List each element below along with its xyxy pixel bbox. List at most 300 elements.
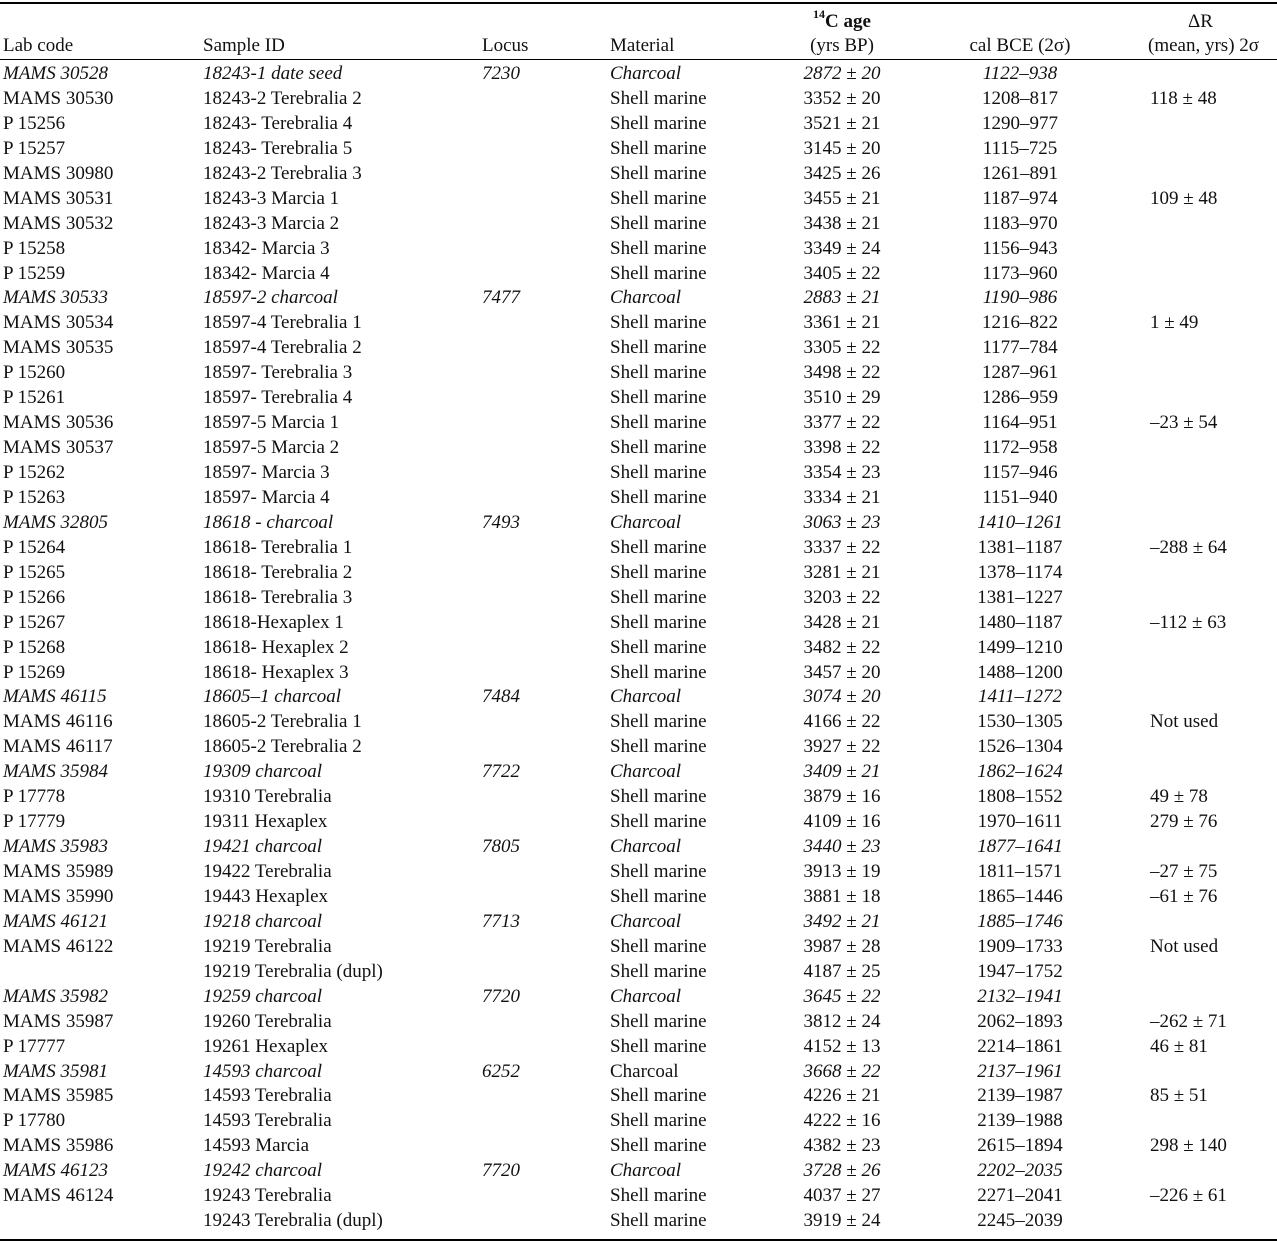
table-row	[0, 336, 1277, 361]
sample-id-cell: 18243-2 Terebralia 2	[203, 87, 362, 109]
sample-id-cell: 19242 charcoal	[203, 1160, 323, 1182]
sample-id-cell: 18618-Hexaplex 1	[203, 611, 344, 633]
sample-id-cell: 18618 - charcoal	[203, 511, 334, 533]
sample-id-cell: 18597-2 charcoal	[203, 287, 338, 309]
age-cell: 3361 ± 21	[803, 312, 881, 334]
table-row	[0, 561, 1277, 586]
age-cell: 4187 ± 25	[803, 960, 881, 982]
material-cell: Shell marine	[610, 885, 707, 907]
header-delta-r	[1148, 10, 1277, 58]
sample-id-cell: 18342- Marcia 4	[203, 262, 330, 284]
lab-code-cell: MAMS 46116	[3, 711, 113, 733]
age-cell: 3281 ± 21	[803, 561, 881, 583]
age-cell: 3425 ± 26	[803, 162, 881, 184]
sample-id-cell: 18243-3 Marcia 2	[203, 212, 340, 234]
material-cell: Shell marine	[610, 486, 707, 508]
sample-id-cell: 18597-4 Terebralia 2	[203, 337, 362, 359]
lab-code-cell: MAMS 46115	[3, 686, 107, 708]
material-cell: Charcoal	[610, 63, 682, 84]
cal-bce-cell: 1877–1641	[977, 836, 1063, 858]
lab-code-cell: MAMS 46121	[3, 910, 109, 932]
material-cell: Charcoal	[610, 1060, 679, 1082]
material-cell: Charcoal	[610, 836, 682, 858]
cal-bce-cell: 1164–951	[982, 412, 1058, 434]
sample-id-cell: 14593 Marcia	[203, 1135, 310, 1157]
lab-code-cell: MAMS 46123	[3, 1160, 109, 1182]
sample-id-cell: 19309 charcoal	[203, 761, 323, 783]
sample-id-cell: 18243-3 Marcia 1	[203, 187, 340, 209]
lab-code-cell: P 15266	[3, 586, 66, 608]
header-material: Material	[610, 35, 675, 56]
sample-id-cell: 19219 Terebralia	[203, 935, 332, 957]
sample-id-cell: 14593 Terebralia	[203, 1110, 332, 1132]
table-header	[0, 4, 1277, 59]
lab-code-cell: P 15269	[3, 661, 66, 683]
sample-id-cell: 18597-4 Terebralia 1	[203, 312, 362, 334]
lab-code-cell: MAMS 35986	[3, 1135, 114, 1157]
cal-bce-cell: 1381–1227	[977, 586, 1063, 608]
sample-id-cell: 19219 Terebralia (dupl)	[203, 960, 383, 982]
sample-id-cell: 18618- Terebralia 3	[203, 586, 353, 608]
age-cell: 3482 ± 22	[803, 636, 881, 658]
table-row	[0, 361, 1277, 386]
age-cell: 3510 ± 29	[803, 387, 881, 409]
age-cell: 3438 ± 21	[803, 212, 881, 234]
table-row	[0, 860, 1277, 885]
lab-code-cell: MAMS 35981	[3, 1060, 109, 1082]
sample-id-cell: 18597-5 Marcia 1	[203, 412, 340, 434]
sample-id-cell: 19443 Hexaplex	[203, 885, 329, 907]
material-cell: Shell marine	[610, 636, 707, 658]
material-cell: Shell marine	[610, 811, 707, 833]
lab-code-cell: MAMS 30534	[3, 312, 114, 334]
sample-id-cell: 18597- Marcia 4	[203, 486, 330, 508]
cal-bce-cell: 1216–822	[982, 312, 1058, 334]
cal-bce-cell: 1811–1571	[977, 861, 1063, 882]
table-row	[0, 985, 1277, 1010]
lab-code-cell: MAMS 35990	[3, 885, 114, 907]
table-row	[0, 1159, 1277, 1184]
delta-r-cell: –23 ± 54	[1150, 412, 1218, 434]
delta-r-cell: 109 ± 48	[1150, 187, 1218, 209]
cal-bce-cell: 2139–1988	[977, 1110, 1063, 1132]
header-age-superscript: 14	[813, 6, 826, 21]
table-row	[0, 586, 1277, 611]
lab-code-cell: MAMS 30980	[3, 162, 114, 184]
lab-code-cell: P 17778	[3, 786, 66, 808]
age-cell: 3492 ± 21	[803, 910, 881, 932]
age-cell: 3377 ± 22	[803, 412, 881, 434]
table-row	[0, 810, 1277, 835]
sample-id-cell: 19243 Terebralia (dupl)	[203, 1210, 383, 1232]
age-cell: 3879 ± 16	[803, 786, 881, 808]
lab-code-cell: P 15268	[3, 636, 66, 658]
table-row	[0, 237, 1277, 262]
material-cell: Charcoal	[610, 985, 682, 1007]
delta-r-cell: –262 ± 71	[1150, 1010, 1227, 1032]
sample-id-cell: 19311 Hexaplex	[203, 811, 328, 833]
age-cell: 3305 ± 22	[803, 337, 881, 359]
lab-code-cell: P 15260	[3, 362, 66, 384]
lab-code-cell: P 17780	[3, 1110, 66, 1132]
lab-code-cell: P 15267	[3, 611, 66, 633]
cal-bce-cell: 1286–959	[982, 387, 1058, 409]
delta-r-cell: 49 ± 78	[1150, 786, 1208, 808]
lab-code-cell: P 17779	[3, 811, 66, 833]
age-cell: 4109 ± 16	[803, 811, 881, 833]
sample-id-cell: 18243-1 date seed	[203, 63, 343, 84]
table-row	[0, 1184, 1277, 1209]
cal-bce-cell: 1261–891	[982, 162, 1058, 184]
sample-id-cell: 18597- Marcia 3	[203, 462, 330, 483]
material-cell: Charcoal	[610, 686, 682, 708]
material-cell: Shell marine	[610, 312, 707, 334]
lab-code-cell: P 15262	[3, 462, 66, 483]
header-age-top	[762, 6, 922, 34]
material-cell: Charcoal	[610, 761, 682, 783]
age-cell: 3428 ± 21	[803, 611, 881, 633]
locus-cell: 7720	[482, 985, 520, 1007]
table-header-rule	[0, 59, 1277, 60]
cal-bce-cell: 1187–974	[982, 187, 1058, 209]
table-row	[0, 187, 1277, 212]
age-cell: 3398 ± 22	[803, 437, 881, 459]
material-cell: Shell marine	[610, 337, 707, 359]
sample-id-cell: 18618- Terebralia 1	[203, 536, 353, 558]
age-cell: 3409 ± 21	[803, 761, 881, 783]
lab-code-cell: MAMS 35987	[3, 1010, 114, 1032]
table-row	[0, 1109, 1277, 1134]
cal-bce-cell: 1970–1611	[977, 811, 1063, 833]
table-row	[0, 760, 1277, 785]
delta-r-cell: –112 ± 63	[1150, 611, 1227, 633]
table-row	[0, 262, 1277, 287]
sample-id-cell: 18597- Terebralia 4	[203, 387, 353, 409]
sample-id-cell: 19422 Terebralia	[203, 861, 332, 882]
sample-id-cell: 18618- Terebralia 2	[203, 561, 353, 583]
age-cell: 3987 ± 28	[803, 935, 881, 957]
material-cell: Shell marine	[610, 1210, 707, 1232]
age-cell: 4152 ± 13	[803, 1035, 881, 1057]
sample-id-cell: 18243- Terebralia 4	[203, 112, 353, 134]
header-sample-id: Sample ID	[203, 35, 285, 56]
lab-code-cell: MAMS 35984	[3, 761, 109, 783]
locus-cell: 7484	[482, 686, 520, 708]
lab-code-cell: MAMS 30531	[3, 187, 114, 209]
cal-bce-cell: 1287–961	[982, 362, 1058, 384]
cal-bce-cell: 1410–1261	[977, 511, 1063, 533]
cal-bce-cell: 1862–1624	[977, 761, 1063, 783]
table-row	[0, 611, 1277, 636]
cal-bce-cell: 1947–1752	[977, 960, 1063, 982]
sample-id-cell: 18605-2 Terebralia 1	[203, 711, 362, 733]
material-cell: Shell marine	[610, 437, 707, 459]
cal-bce-cell: 1526–1304	[977, 736, 1063, 758]
table-row	[0, 386, 1277, 411]
age-cell: 4226 ± 21	[803, 1085, 881, 1107]
material-cell: Shell marine	[610, 861, 707, 882]
material-cell: Shell marine	[610, 1185, 707, 1207]
cal-bce-cell: 1808–1552	[977, 786, 1063, 808]
age-cell: 3668 ± 22	[803, 1060, 881, 1082]
table-body	[0, 62, 1277, 1234]
material-cell: Shell marine	[610, 187, 707, 209]
cal-bce-cell: 1909–1733	[977, 935, 1063, 957]
sample-id-cell: 14593 Terebralia	[203, 1085, 332, 1107]
cal-bce-cell: 1122–938	[982, 63, 1058, 84]
locus-cell: 7722	[482, 761, 520, 783]
table-row	[0, 1060, 1277, 1085]
cal-bce-cell: 1156–943	[982, 237, 1058, 259]
age-cell: 3203 ± 22	[803, 586, 881, 608]
age-cell: 3919 ± 24	[803, 1210, 881, 1232]
age-cell: 2883 ± 21	[803, 287, 881, 309]
table-row	[0, 162, 1277, 187]
delta-r-cell: –226 ± 61	[1150, 1185, 1227, 1207]
table-row	[0, 536, 1277, 561]
cal-bce-cell: 1172–958	[982, 437, 1058, 459]
age-cell: 3881 ± 18	[803, 885, 881, 907]
sample-id-cell: 18243- Terebralia 5	[203, 137, 353, 159]
cal-bce-cell: 1177–784	[982, 337, 1058, 359]
material-cell: Shell marine	[610, 1135, 707, 1157]
cal-bce-cell: 1151–940	[982, 486, 1058, 508]
delta-r-cell: –27 ± 75	[1150, 861, 1218, 882]
locus-cell: 7493	[482, 511, 520, 533]
cal-bce-cell: 2139–1987	[977, 1085, 1063, 1107]
lab-code-cell: P 15258	[3, 237, 66, 259]
material-cell: Shell marine	[610, 1010, 707, 1032]
sample-id-cell: 14593 charcoal	[203, 1060, 323, 1082]
table-row	[0, 735, 1277, 760]
delta-r-cell: Not used	[1150, 711, 1219, 733]
age-cell: 3913 ± 19	[803, 861, 881, 882]
age-cell: 2872 ± 20	[803, 63, 881, 84]
header-age-units: (yrs BP)	[810, 35, 874, 56]
age-cell: 3457 ± 20	[803, 661, 881, 683]
age-cell: 3927 ± 22	[803, 736, 881, 758]
locus-cell: 7805	[482, 836, 520, 858]
cal-bce-cell: 1499–1210	[977, 636, 1063, 658]
material-cell: Shell marine	[610, 586, 707, 608]
table-row	[0, 1035, 1277, 1060]
table-row	[0, 661, 1277, 686]
lab-code-cell: P 15263	[3, 486, 66, 508]
cal-bce-cell: 1480–1187	[977, 611, 1063, 633]
lab-code-cell: MAMS 30530	[3, 87, 114, 109]
cal-bce-cell: 2132–1941	[977, 985, 1063, 1007]
table-bottom-rule	[0, 1239, 1277, 1241]
locus-cell: 6252	[482, 1060, 520, 1082]
table-row	[0, 137, 1277, 162]
cal-bce-cell: 2202–2035	[977, 1160, 1063, 1182]
cal-bce-cell: 2137–1961	[977, 1060, 1063, 1082]
table-row	[0, 511, 1277, 536]
table-row	[0, 1084, 1277, 1109]
locus-cell: 7713	[482, 910, 520, 932]
lab-code-cell: MAMS 35982	[3, 985, 109, 1007]
table-row	[0, 960, 1277, 985]
age-cell: 3455 ± 21	[803, 187, 881, 209]
lab-code-cell: MAMS 30535	[3, 337, 114, 359]
cal-bce-cell: 2062–1893	[977, 1010, 1063, 1032]
delta-r-cell: 1 ± 49	[1150, 312, 1199, 334]
age-cell: 3334 ± 21	[803, 486, 881, 508]
table-row	[0, 636, 1277, 661]
sample-id-cell: 19421 charcoal	[203, 836, 323, 858]
table-row	[0, 835, 1277, 860]
material-cell: Shell marine	[610, 137, 707, 159]
material-cell: Shell marine	[610, 1110, 707, 1132]
material-cell: Shell marine	[610, 412, 707, 434]
sample-id-cell: 19310 Terebralia	[203, 786, 332, 808]
cal-bce-cell: 2271–2041	[977, 1185, 1063, 1207]
sample-id-cell: 19259 charcoal	[203, 985, 323, 1007]
cal-bce-cell: 1190–986	[982, 287, 1058, 309]
cal-bce-cell: 2615–1894	[977, 1135, 1063, 1157]
delta-r-cell: 85 ± 51	[1150, 1085, 1208, 1107]
age-cell: 3405 ± 22	[803, 262, 881, 284]
delta-r-cell: 298 ± 140	[1150, 1135, 1227, 1157]
age-cell: 3812 ± 24	[803, 1010, 881, 1032]
cal-bce-cell: 1381–1187	[977, 536, 1063, 558]
table-row	[0, 935, 1277, 960]
table-row	[0, 685, 1277, 710]
age-cell: 3498 ± 22	[803, 362, 881, 384]
delta-r-cell: 118 ± 48	[1150, 87, 1217, 109]
age-cell: 3521 ± 21	[803, 112, 881, 134]
material-cell: Shell marine	[610, 611, 707, 633]
lab-code-cell: MAMS 35989	[3, 861, 114, 882]
material-cell: Shell marine	[610, 112, 707, 134]
age-cell: 3145 ± 20	[803, 137, 881, 159]
header-age	[762, 6, 922, 58]
material-cell: Shell marine	[610, 262, 707, 284]
lab-code-cell: MAMS 30532	[3, 212, 114, 234]
delta-r-cell: –61 ± 76	[1150, 885, 1218, 907]
cal-bce-cell: 1865–1446	[977, 885, 1063, 907]
locus-cell: 7230	[482, 63, 520, 84]
sample-id-cell: 18243-2 Terebralia 3	[203, 162, 362, 184]
lab-code-cell: MAMS 46124	[3, 1185, 114, 1207]
sample-id-cell: 19260 Terebralia	[203, 1010, 332, 1032]
cal-bce-cell: 1173–960	[982, 262, 1058, 284]
material-cell: Shell marine	[610, 736, 707, 758]
delta-r-cell: Not used	[1150, 935, 1219, 957]
material-cell: Shell marine	[610, 561, 707, 583]
cal-bce-cell: 2214–1861	[977, 1035, 1063, 1057]
delta-r-cell: 279 ± 76	[1150, 811, 1218, 833]
lab-code-cell: MAMS 30537	[3, 437, 114, 459]
lab-code-cell: P 17777	[3, 1035, 66, 1057]
header-age-label: C age	[825, 11, 871, 32]
table-row	[0, 1010, 1277, 1035]
header-delta-r-bottom: (mean, yrs) 2σ	[1148, 35, 1260, 56]
age-cell: 4222 ± 16	[803, 1110, 881, 1132]
age-cell: 3074 ± 20	[803, 686, 881, 708]
lab-code-cell: P 15264	[3, 536, 66, 558]
age-cell: 3349 ± 24	[803, 237, 881, 259]
sample-id-cell: 18342- Marcia 3	[203, 237, 330, 259]
sample-id-cell: 18605-2 Terebralia 2	[203, 736, 362, 758]
material-cell: Shell marine	[610, 661, 707, 683]
delta-r-cell: 46 ± 81	[1150, 1035, 1208, 1057]
sample-id-cell: 18618- Hexaplex 2	[203, 636, 349, 658]
sample-id-cell: 18597- Terebralia 3	[203, 362, 353, 384]
lab-code-cell: P 15257	[3, 137, 66, 159]
locus-cell: 7720	[482, 1160, 520, 1182]
material-cell: Shell marine	[610, 1035, 707, 1057]
material-cell: Shell marine	[610, 87, 707, 109]
age-cell: 4166 ± 22	[803, 711, 881, 733]
header-locus: Locus	[482, 35, 529, 56]
material-cell: Charcoal	[610, 287, 682, 309]
cal-bce-cell: 1290–977	[982, 112, 1058, 134]
table-row	[0, 212, 1277, 237]
lab-code-cell: P 15261	[3, 387, 66, 409]
table-row	[0, 486, 1277, 511]
lab-code-cell: P 15265	[3, 561, 66, 583]
table-row	[0, 112, 1277, 137]
header-delta-r-top: ΔR	[1188, 11, 1213, 32]
cal-bce-cell: 1488–1200	[977, 661, 1063, 683]
material-cell: Shell marine	[610, 212, 707, 234]
lab-code-cell: MAMS 35985	[3, 1085, 114, 1107]
material-cell: Shell marine	[610, 711, 707, 733]
age-cell: 3063 ± 23	[803, 511, 881, 533]
age-cell: 3352 ± 20	[803, 87, 881, 109]
material-cell: Shell marine	[610, 935, 707, 957]
material-cell: Shell marine	[610, 362, 707, 384]
lab-code-cell: MAMS 46122	[3, 935, 114, 957]
cal-bce-cell: 2245–2039	[977, 1210, 1063, 1232]
table-row	[0, 785, 1277, 810]
table-row	[0, 710, 1277, 735]
sample-id-cell: 19261 Hexaplex	[203, 1035, 329, 1057]
cal-bce-cell: 1157–946	[982, 462, 1058, 483]
material-cell: Shell marine	[610, 237, 707, 259]
cal-bce-cell: 1411–1272	[977, 686, 1063, 708]
sample-id-cell: 19243 Terebralia	[203, 1185, 332, 1207]
age-cell: 4382 ± 23	[803, 1135, 881, 1157]
sample-id-cell: 18618- Hexaplex 3	[203, 661, 349, 683]
table-row	[0, 87, 1277, 112]
age-cell: 3440 ± 23	[803, 836, 881, 858]
lab-code-cell: MAMS 30528	[3, 63, 109, 84]
table-row	[0, 1209, 1277, 1234]
material-cell: Shell marine	[610, 786, 707, 808]
material-cell: Shell marine	[610, 960, 707, 982]
material-cell: Shell marine	[610, 1085, 707, 1107]
table-row	[0, 885, 1277, 910]
lab-code-cell: MAMS 35983	[3, 836, 109, 858]
cal-bce-cell: 1378–1174	[977, 561, 1063, 583]
age-cell: 3728 ± 26	[803, 1160, 881, 1182]
age-cell: 3645 ± 22	[803, 985, 881, 1007]
lab-code-cell: P 15259	[3, 262, 66, 284]
material-cell: Charcoal	[610, 511, 682, 533]
sample-id-cell: 19218 charcoal	[203, 910, 323, 932]
material-cell: Shell marine	[610, 387, 707, 409]
cal-bce-cell: 1530–1305	[977, 711, 1063, 733]
table-row	[0, 311, 1277, 336]
table-row	[0, 1134, 1277, 1159]
table-row	[0, 461, 1277, 486]
age-cell: 3354 ± 23	[803, 462, 881, 483]
lab-code-cell: MAMS 32805	[3, 511, 109, 533]
cal-bce-cell: 1208–817	[982, 87, 1058, 109]
table-row	[0, 436, 1277, 461]
